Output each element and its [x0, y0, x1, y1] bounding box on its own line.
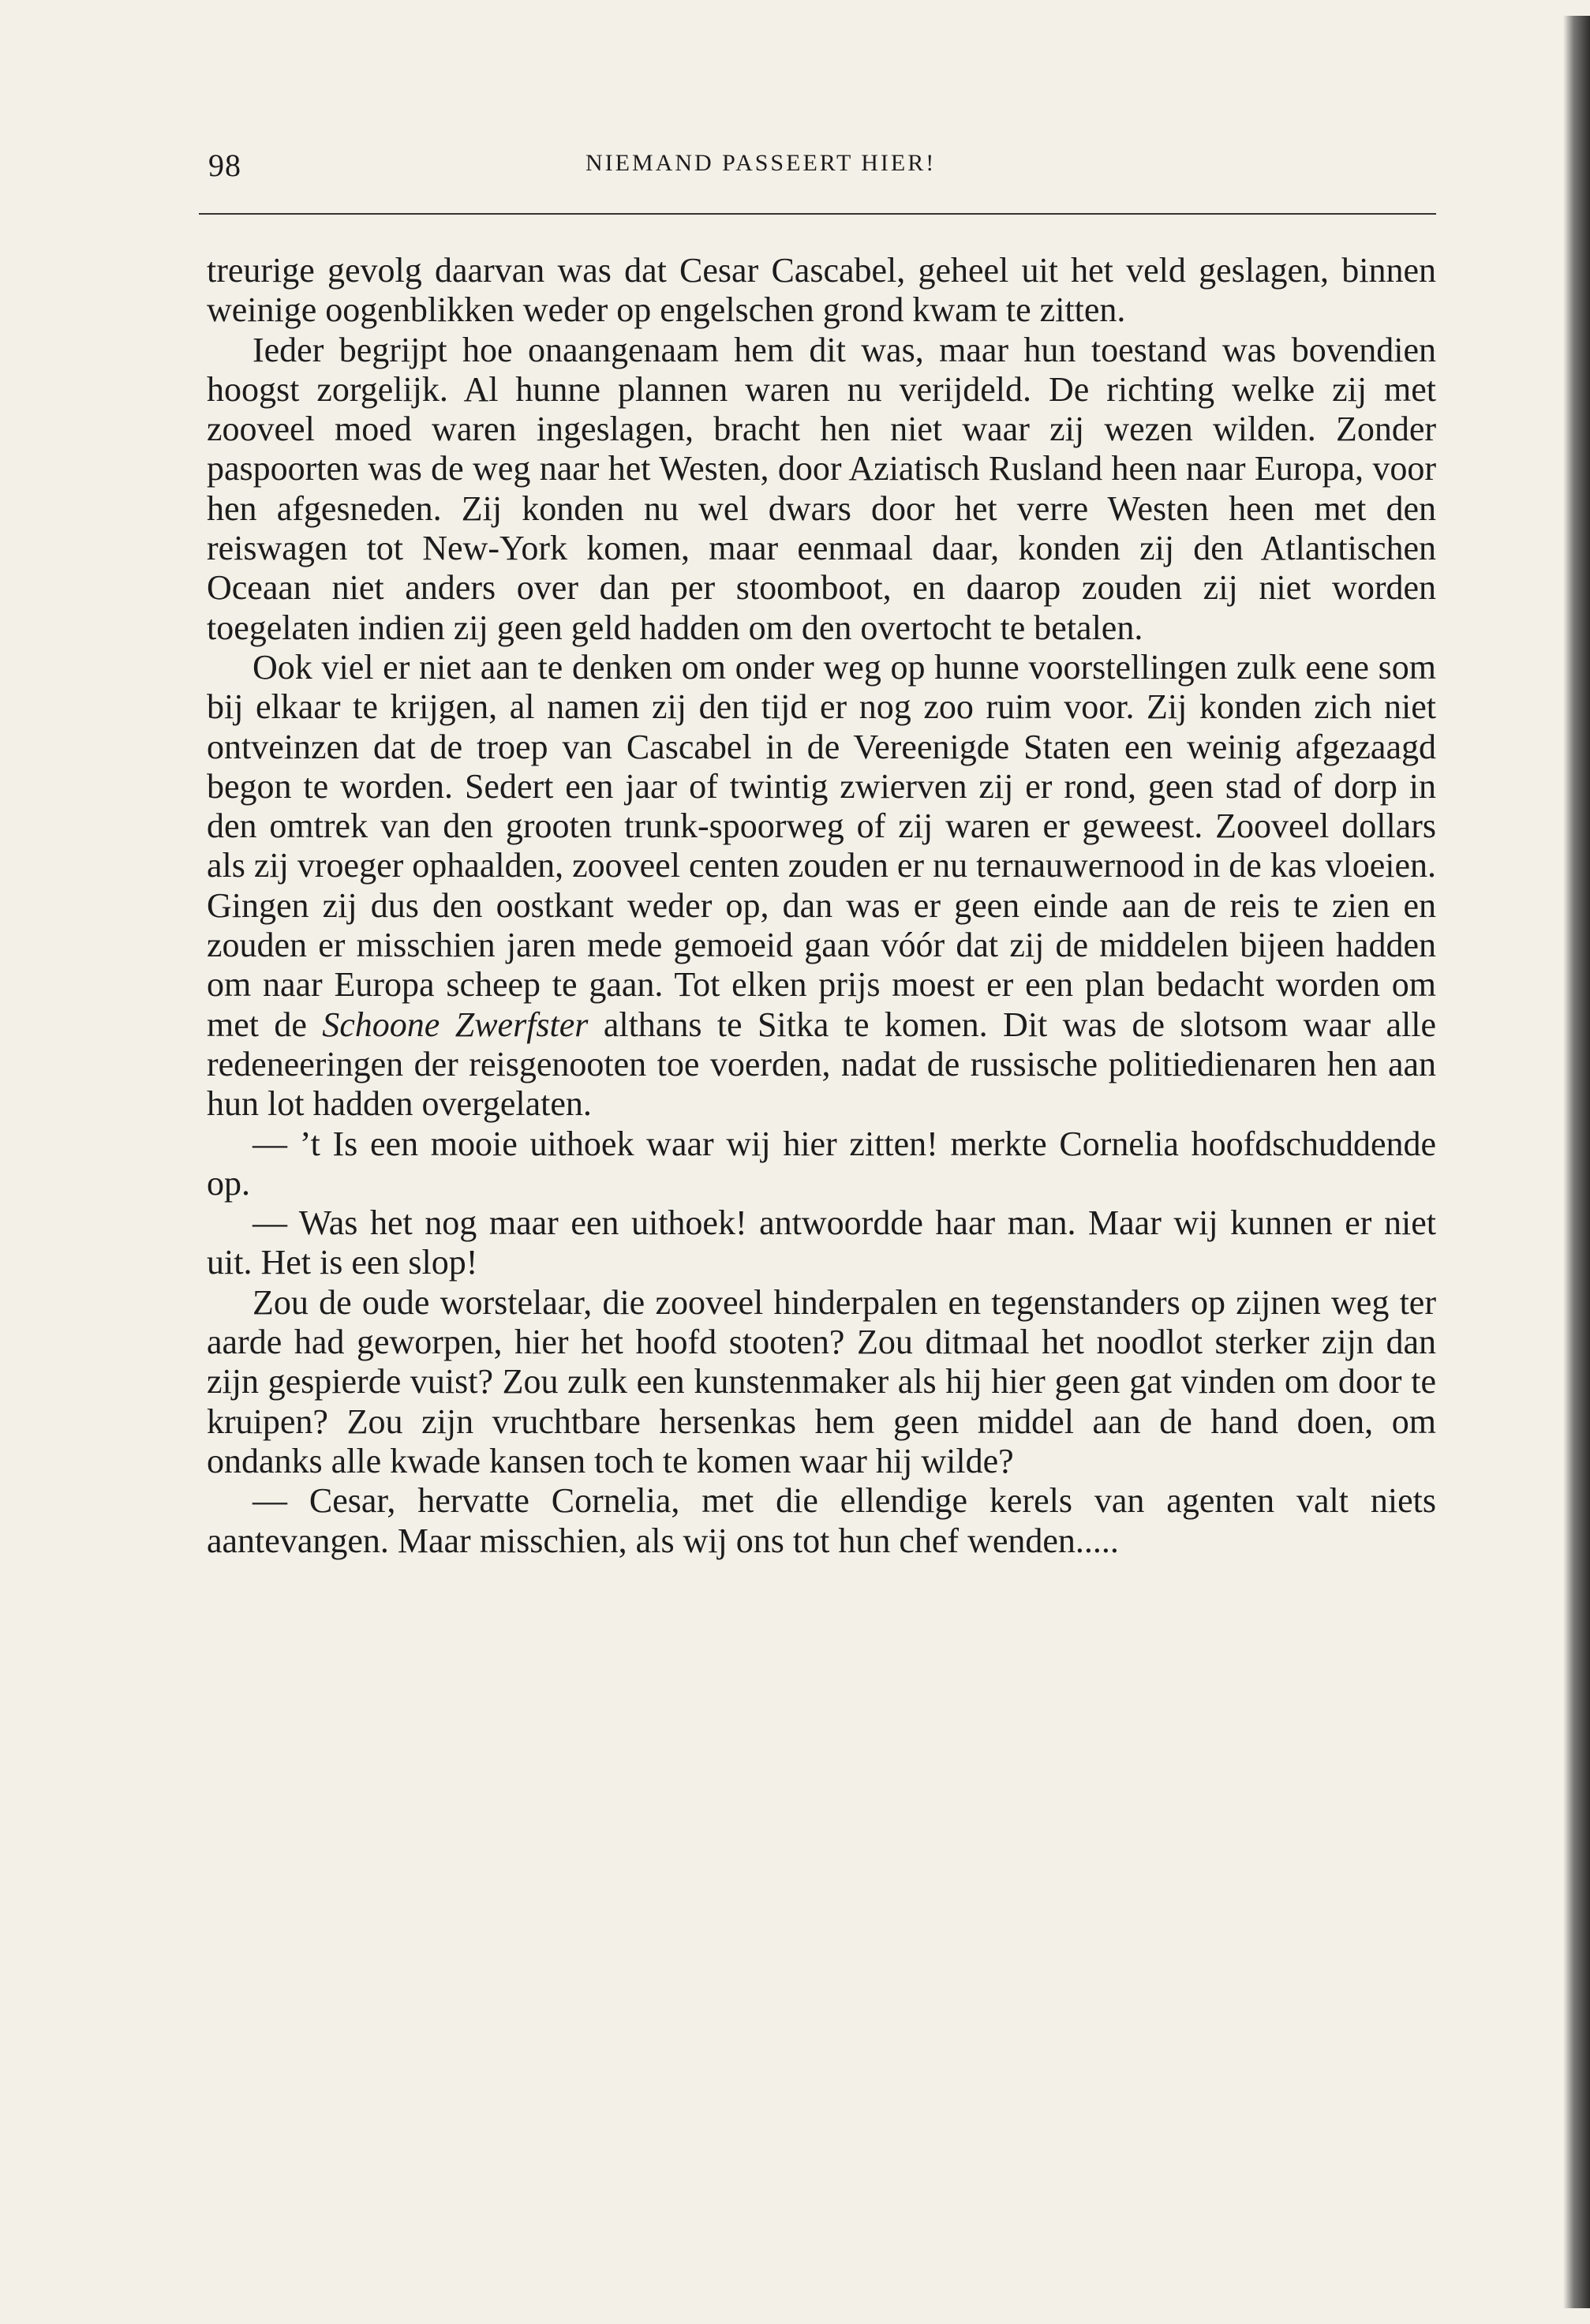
page-header [199, 139, 1436, 186]
paragraph-3 [207, 648, 1436, 1125]
paragraph-3-text-a: Ook viel er niet aan te denken om onder weg op hunne voorstellingen zulk eene som bij elkaar te krijgen, al namen zij den tijd er nog zoo ruim voor. Zij konden zich niet ontveinzen dat de troep van Cascabel in de Vereenigde Staten een weinig afgezaagd begon te worden. Sedert een jaar of twintig zwierven zij er rond, geen stad of dorp in den omtrek van den grooten trunk-spoorweg of zij waren er geweest. Zooveel dollars als zij vroeger ophaalden, zooveel centen zouden er nu ternauwernood in de kas vloeien. Gingen zij dus den oostkant weder op, dan was er geen einde aan de reis te zien en zouden er misschien jaren mede gemoeid gaan vóór dat zij de middelen bijeen hadden om naar Europa scheep te gaan. Tot elken prijs moest er een plan bedacht worden om met de [207, 647, 1436, 1044]
running-title: NIEMAND PASSEERT HIER! [585, 150, 937, 176]
body-text [207, 251, 1436, 1561]
paragraph-7: — Cesar, hervatte Cornelia, met die ellendige kerels van agenten valt niets aantevangen. Maar misschien, als wij ons tot hun chef wenden..... [207, 1481, 1436, 1560]
scan-edge-shadow [1563, 16, 1590, 2308]
paragraph-1: treurige gevolg daarvan was dat Cesar Cascabel, geheel uit het veld geslagen, binnen weinige oogenblikken weder op engelschen grond kwam te zitten. [207, 251, 1436, 330]
paragraph-5: — Was het nog maar een uithoek! antwoordde haar man. Maar wij kunnen er niet uit. Het is een slop! [207, 1203, 1436, 1282]
ship-name: Schoone Zwerfster [322, 1005, 589, 1044]
paragraph-6: Zou de oude worstelaar, die zooveel hinderpalen en tegenstanders op zijnen weg ter aarde had geworpen, hier het hoofd stooten? Zou ditmaal het noodlot sterker zijn dan zijn gespierde vuist? Zou zulk een kunstenmaker als hij hier geen gat vinden om door te kruipen? Zou zijn vruchtbare hersenkas hem geen middel aan de hand doen, om ondanks alle kwade kansen toch te komen waar hij wilde? [207, 1282, 1436, 1480]
page-number: 98 [208, 148, 241, 183]
paragraph-3-text-b: althans te Sitka te komen. Dit was de slotsom waar alle redeneeringen der reisgenooten toe voerden, nadat de russische politiedienaren hen aan hun lot hadden overgelaten. [207, 1005, 1437, 1124]
paragraph-4: — ’t Is een mooie uithoek waar wij hier zitten! merkte Cornelia hoofdschuddende op. [207, 1124, 1436, 1203]
paragraph-2: Ieder begrijpt hoe onaangenaam hem dit was, maar hun toestand was bovendien hoogst zorgelijk. Al hunne plannen waren nu verijdeld. De richting welke zij met zooveel moed waren ingeslagen, bracht hen niet waar zij wezen wilden. Zonder paspoorten was de weg naar het Westen, door Aziatisch Rusland heen naar Europa, voor hen afgesneden. Zij konden nu wel dwars door het verre Westen heen met den reiswagen tot New-York komen, maar eenmaal daar, konden zij den Atlantischen Oceaan niet anders over dan per stoomboot, en daarop zouden zij niet worden toegelaten indien zij geen geld hadden om den overtocht te betalen. [207, 330, 1436, 647]
header-rule [199, 213, 1436, 215]
